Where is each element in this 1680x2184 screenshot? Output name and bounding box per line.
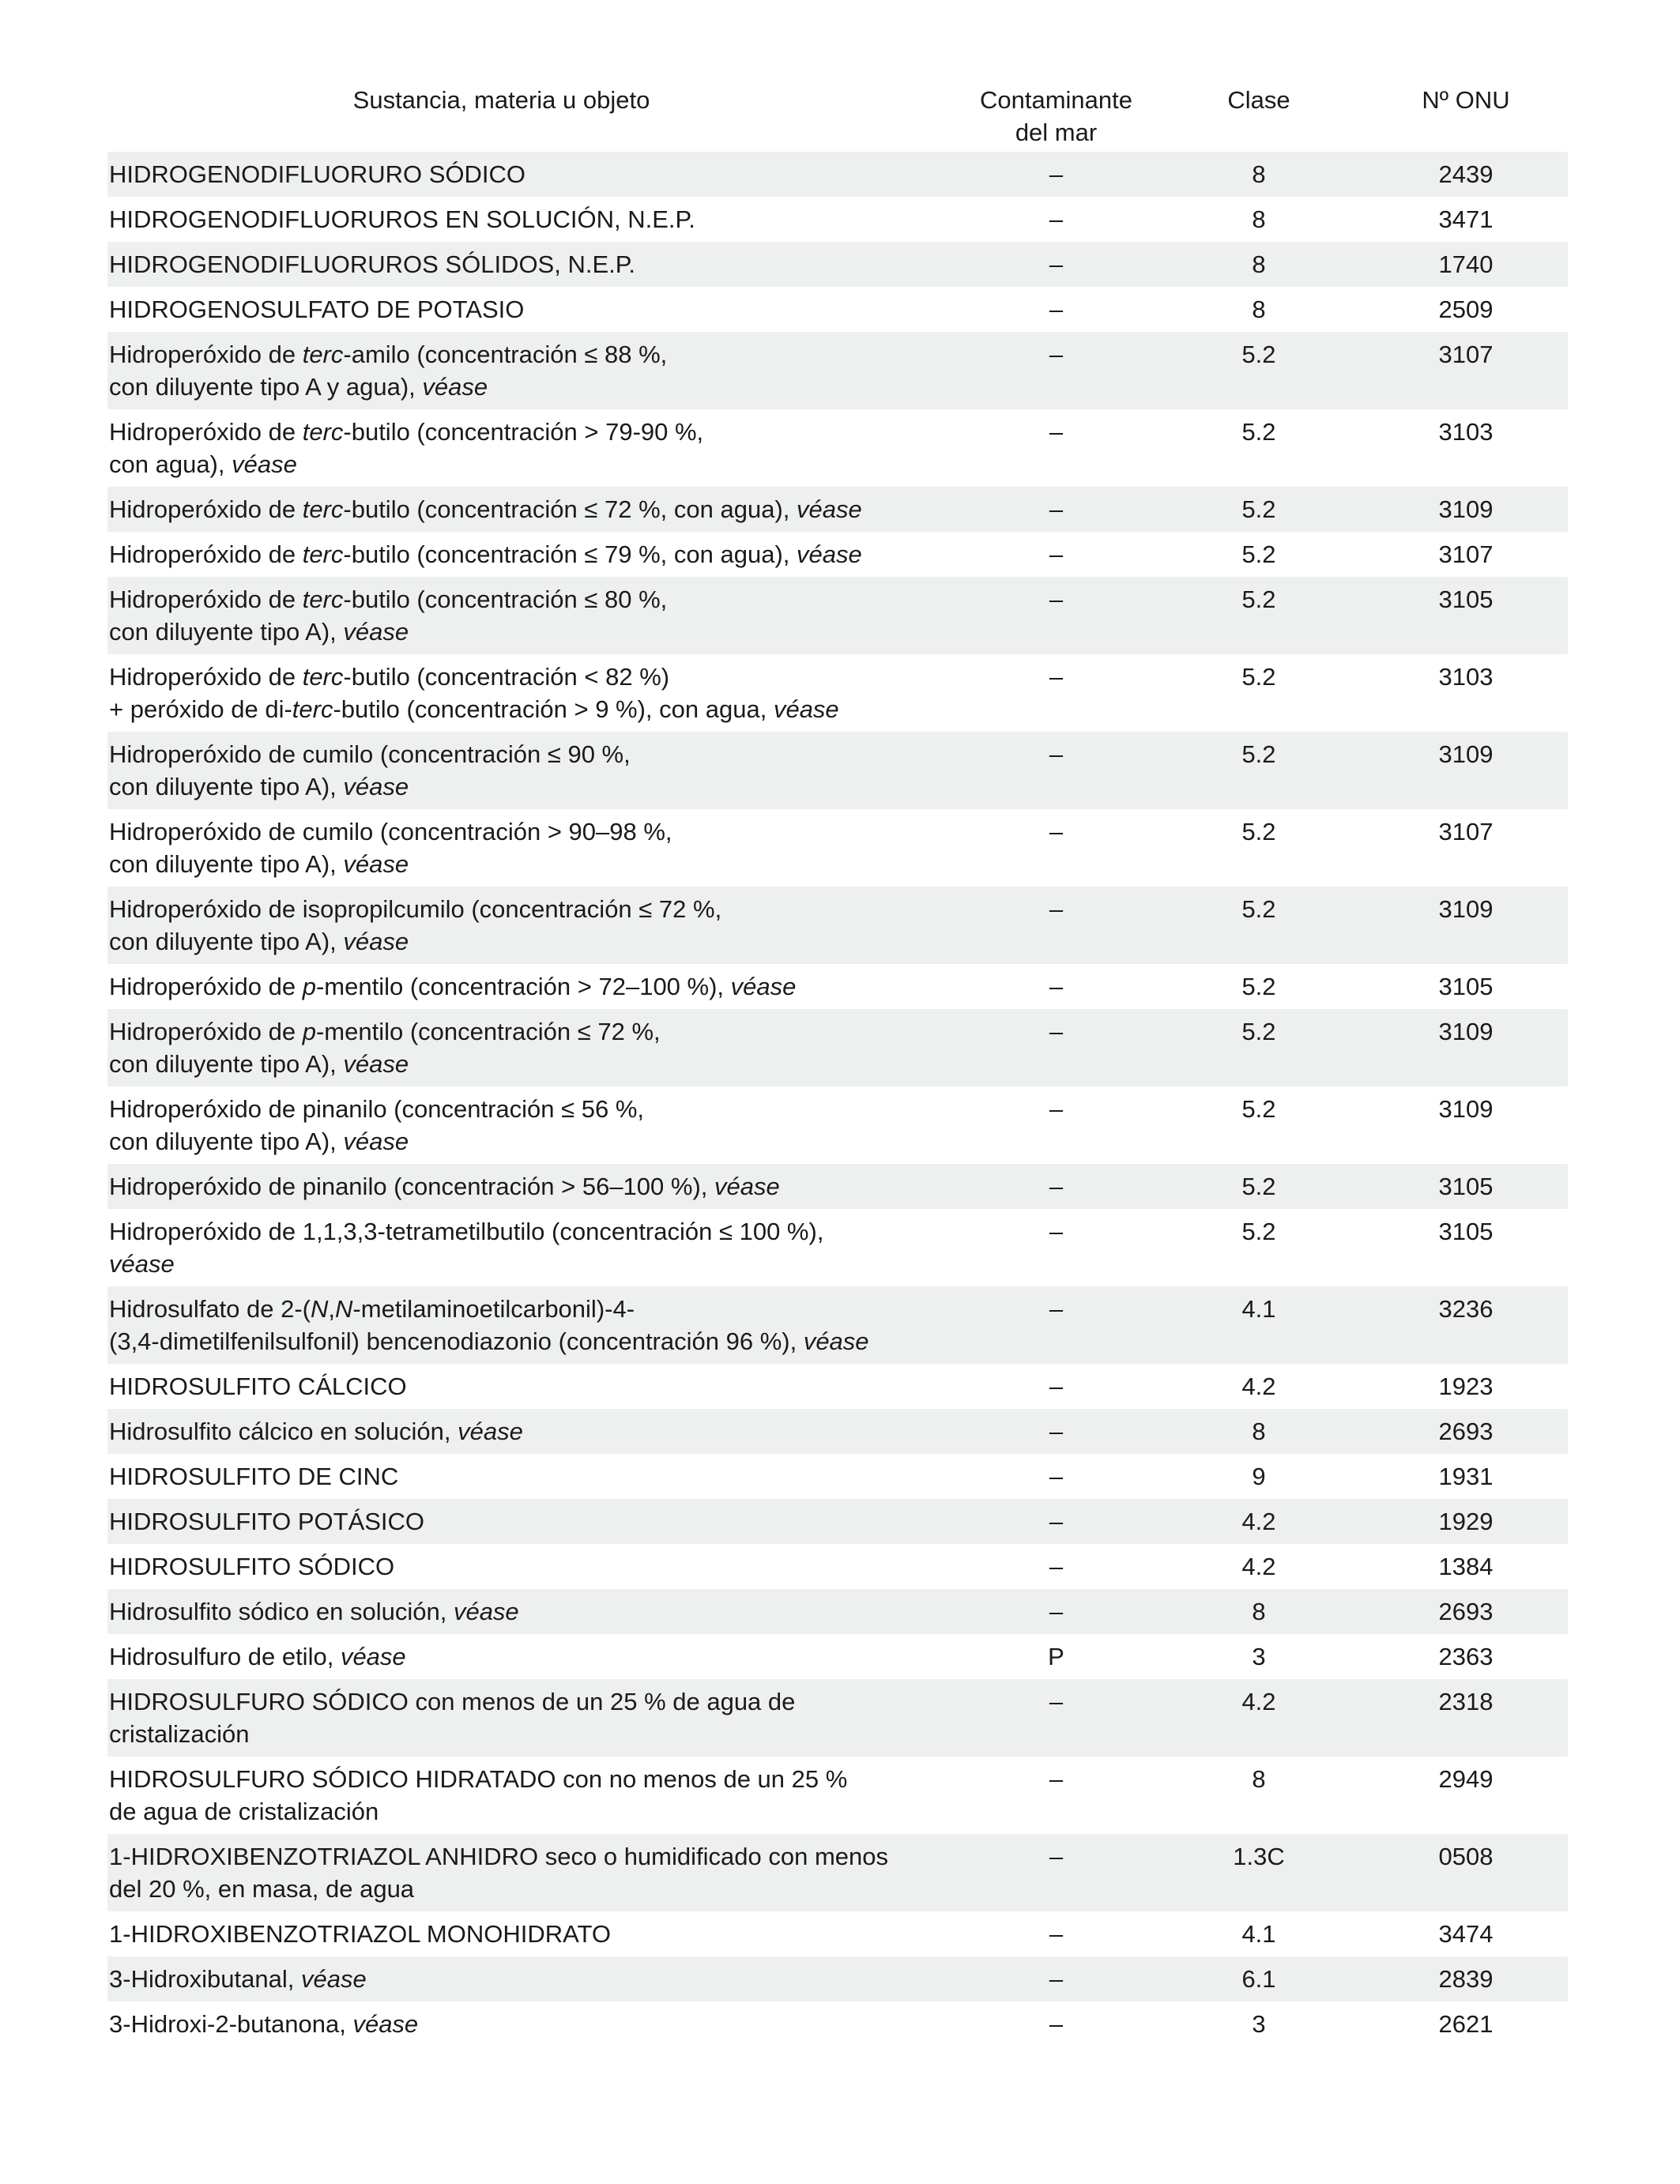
class-cell: 8 [1252, 1765, 1266, 1793]
substance-name: 3-Hidroxibutanal, véase [107, 1956, 959, 2001]
marine-pollutant-cell: – [1049, 296, 1064, 323]
class-cell: 5.2 [1154, 487, 1364, 532]
un-number-cell: 3109 [1364, 887, 1568, 964]
substance-name: Hidroperóxido de 1,1,3,3-tetrametilbutilo (concentración ≤ 100 %), véase [109, 1218, 824, 1278]
marine-pollutant-cell: – [959, 887, 1154, 964]
un-number-cell: 3103 [1438, 663, 1494, 691]
un-number-cell: 3109 [1364, 487, 1568, 532]
class-cell: 5.2 [1241, 540, 1276, 568]
un-number-cell: 3474 [1438, 1920, 1494, 1948]
substance-name: HIDROGENODIFLUORUROS SÓLIDOS, N.E.P. [107, 242, 959, 287]
un-number-cell: 2509 [1438, 296, 1494, 323]
class-cell: 5.2 [1241, 663, 1276, 691]
un-number-cell: 1931 [1438, 1463, 1494, 1490]
substance-name: HIDROGENODIFLUORURO SÓDICO [107, 152, 959, 197]
class-cell: 9 [1252, 1463, 1266, 1490]
un-number-cell: 3236 [1364, 1286, 1568, 1364]
marine-pollutant-cell: – [1049, 1765, 1064, 1793]
un-number-cell: 1929 [1364, 1499, 1568, 1544]
un-number-cell: 2949 [1438, 1765, 1494, 1793]
class-cell: 4.2 [1154, 1499, 1364, 1544]
marine-pollutant-cell: – [1049, 818, 1064, 845]
header-substance: Sustancia, materia u objeto [352, 86, 650, 114]
class-cell: 8 [1154, 242, 1364, 287]
class-cell: 8 [1252, 205, 1266, 233]
substance-name: Hidroperóxido de p-mentilo (concentración ≤ 72 %, con diluyente tipo A), véase [107, 1009, 959, 1086]
marine-pollutant-cell: – [959, 487, 1154, 532]
document-page [107, 76, 1568, 2047]
header-marine-pollutant: Contaminante del mar [979, 86, 1132, 146]
marine-pollutant-cell: – [959, 1164, 1154, 1209]
class-cell: 4.2 [1241, 1553, 1276, 1580]
un-number-cell: 0508 [1364, 1834, 1568, 1911]
un-number-cell: 3105 [1364, 1164, 1568, 1209]
substance-name: HIDROSULFITO SÓDICO [109, 1553, 395, 1580]
class-cell: 5.2 [1241, 1218, 1276, 1245]
marine-pollutant-cell: – [959, 1834, 1154, 1911]
substance-name: Hidroperóxido de cumilo (concentración > 90–98 %, con diluyente tipo A), véase [109, 818, 672, 878]
substance-name: Hidrosulfito cálcico en solución, véase [107, 1409, 959, 1454]
substance-name: HIDROSULFURO SÓDICO HIDRATADO con no menos de un 25 % de agua de cristalización [109, 1765, 848, 1825]
class-cell: 8 [1252, 296, 1266, 323]
un-number-cell: 2621 [1438, 2010, 1494, 2038]
class-cell: 5.2 [1241, 973, 1276, 1000]
class-cell: 5.2 [1241, 418, 1276, 446]
substance-name: Hidroperóxido de pinanilo (concentración ≤ 56 %, con diluyente tipo A), véase [109, 1095, 645, 1155]
un-number-cell: 1384 [1438, 1553, 1494, 1580]
class-cell: 8 [1154, 1589, 1364, 1634]
un-number-cell: 3109 [1364, 732, 1568, 809]
header-un-number: Nº ONU [1422, 86, 1510, 114]
un-number-cell: 3105 [1438, 1218, 1494, 1245]
class-cell: 1.3C [1154, 1834, 1364, 1911]
class-cell: 5.2 [1154, 577, 1364, 654]
class-cell: 6.1 [1154, 1956, 1364, 2001]
marine-pollutant-cell: – [1049, 1553, 1064, 1580]
substance-name: Hidroperóxido de isopropilcumilo (concentración ≤ 72 %, con diluyente tipo A), véase [107, 887, 959, 964]
marine-pollutant-cell: – [1049, 1920, 1064, 1948]
marine-pollutant-cell: – [959, 332, 1154, 409]
substance-name: Hidrosulfuro de etilo, véase [109, 1643, 406, 1670]
un-number-cell: 3105 [1438, 973, 1494, 1000]
substance-name: HIDROSULFITO POTÁSICO [107, 1499, 959, 1544]
marine-pollutant-cell: – [1049, 1218, 1064, 1245]
marine-pollutant-cell: – [959, 1956, 1154, 2001]
marine-pollutant-cell: – [959, 1409, 1154, 1454]
un-number-cell: 3107 [1438, 540, 1494, 568]
substance-name: Hidroperóxido de terc-butilo (concentración ≤ 79 %, con agua), véase [109, 540, 862, 568]
substance-name: HIDROSULFITO CÁLCICO [109, 1373, 407, 1400]
class-cell: 5.2 [1154, 732, 1364, 809]
marine-pollutant-cell: – [1049, 205, 1064, 233]
substance-name: Hidroperóxido de terc-butilo (concentración > 79-90 %, con agua), véase [109, 418, 704, 478]
substance-name: Hidrosulfito sódico en solución, véase [107, 1589, 959, 1634]
un-number-cell: 3105 [1364, 577, 1568, 654]
un-number-cell: 3107 [1438, 818, 1494, 845]
un-number-cell: 3107 [1364, 332, 1568, 409]
substance-name: 1-HIDROXIBENZOTRIAZOL MONOHIDRATO [109, 1920, 611, 1948]
un-number-cell: 3109 [1364, 1009, 1568, 1086]
marine-pollutant-cell: – [959, 1286, 1154, 1364]
marine-pollutant-cell: – [1049, 2010, 1064, 2038]
marine-pollutant-cell: – [1049, 418, 1064, 446]
un-number-cell: 2693 [1364, 1409, 1568, 1454]
marine-pollutant-cell: – [959, 152, 1154, 197]
class-cell: 8 [1154, 152, 1364, 197]
substance-name: HIDROGENOSULFATO DE POTASIO [109, 296, 525, 323]
un-number-cell: 2318 [1364, 1679, 1568, 1757]
un-number-cell: 2839 [1364, 1956, 1568, 2001]
class-cell: 3 [1252, 2010, 1266, 2038]
class-cell: 4.1 [1154, 1286, 1364, 1364]
un-number-cell: 2439 [1364, 152, 1568, 197]
class-cell: 3 [1252, 1643, 1266, 1670]
un-number-cell: 2363 [1438, 1643, 1494, 1670]
marine-pollutant-cell: – [1049, 973, 1064, 1000]
class-cell: 4.2 [1241, 1373, 1276, 1400]
substance-name: Hidroperóxido de terc-butilo (concentración < 82 %) + peróxido de di-terc-butilo (concentración > 9 %), con agua, véase [109, 663, 839, 723]
class-cell: 5.2 [1154, 887, 1364, 964]
marine-pollutant-cell: – [1049, 1373, 1064, 1400]
substance-table [107, 76, 1568, 2047]
class-cell: 8 [1154, 1409, 1364, 1454]
un-number-cell: 3103 [1438, 418, 1494, 446]
substance-name: Hidroperóxido de terc-butilo (concentración ≤ 72 %, con agua), véase [107, 487, 959, 532]
substance-name: HIDROSULFITO DE CINC [109, 1463, 399, 1490]
substance-name: HIDROSULFURO SÓDICO con menos de un 25 % de agua de cristalización [107, 1679, 959, 1757]
substance-name: Hidroperóxido de cumilo (concentración ≤ 90 %, con diluyente tipo A), véase [107, 732, 959, 809]
marine-pollutant-cell: P [1048, 1643, 1064, 1670]
marine-pollutant-cell: – [959, 1589, 1154, 1634]
substance-name: 1-HIDROXIBENZOTRIAZOL ANHIDRO seco o humidificado con menos del 20 %, en masa, de agua [107, 1834, 959, 1911]
un-number-cell: 3109 [1438, 1095, 1494, 1123]
un-number-cell: 3471 [1438, 205, 1494, 233]
un-number-cell: 1923 [1438, 1373, 1494, 1400]
marine-pollutant-cell: – [1049, 663, 1064, 691]
substance-name: Hidroperóxido de pinanilo (concentración > 56–100 %), véase [107, 1164, 959, 1209]
marine-pollutant-cell: – [959, 242, 1154, 287]
marine-pollutant-cell: – [1049, 540, 1064, 568]
class-cell: 5.2 [1241, 1095, 1276, 1123]
class-cell: 4.2 [1154, 1679, 1364, 1757]
class-cell: 5.2 [1241, 818, 1276, 845]
class-cell: 5.2 [1154, 332, 1364, 409]
class-cell: 5.2 [1154, 1009, 1364, 1086]
marine-pollutant-cell: – [959, 577, 1154, 654]
substance-name: 3-Hidroxi-2-butanona, véase [109, 2010, 419, 2038]
substance-name: Hidroperóxido de terc-butilo (concentración ≤ 80 %, con diluyente tipo A), véase [107, 577, 959, 654]
header-class: Clase [1227, 86, 1290, 114]
marine-pollutant-cell: – [959, 1679, 1154, 1757]
substance-name: HIDROGENODIFLUORUROS EN SOLUCIÓN, N.E.P. [109, 205, 695, 233]
un-number-cell: 2693 [1364, 1589, 1568, 1634]
marine-pollutant-cell: – [1049, 1463, 1064, 1490]
substance-name: Hidroperóxido de p-mentilo (concentración > 72–100 %), véase [109, 973, 797, 1000]
un-number-cell: 1740 [1364, 242, 1568, 287]
substance-name: Hidrosulfato de 2-(N,N-metilaminoetilcarbonil)-4- (3,4-dimetilfenilsulfonil) bencenodiazonio (concentración 96 %), véase [107, 1286, 959, 1364]
marine-pollutant-cell: – [959, 732, 1154, 809]
marine-pollutant-cell: – [959, 1499, 1154, 1544]
class-cell: 5.2 [1154, 1164, 1364, 1209]
marine-pollutant-cell: – [1049, 1095, 1064, 1123]
marine-pollutant-cell: – [959, 1009, 1154, 1086]
substance-name: Hidroperóxido de terc-amilo (concentración ≤ 88 %, con diluyente tipo A y agua), véase [107, 332, 959, 409]
class-cell: 4.1 [1241, 1920, 1276, 1948]
